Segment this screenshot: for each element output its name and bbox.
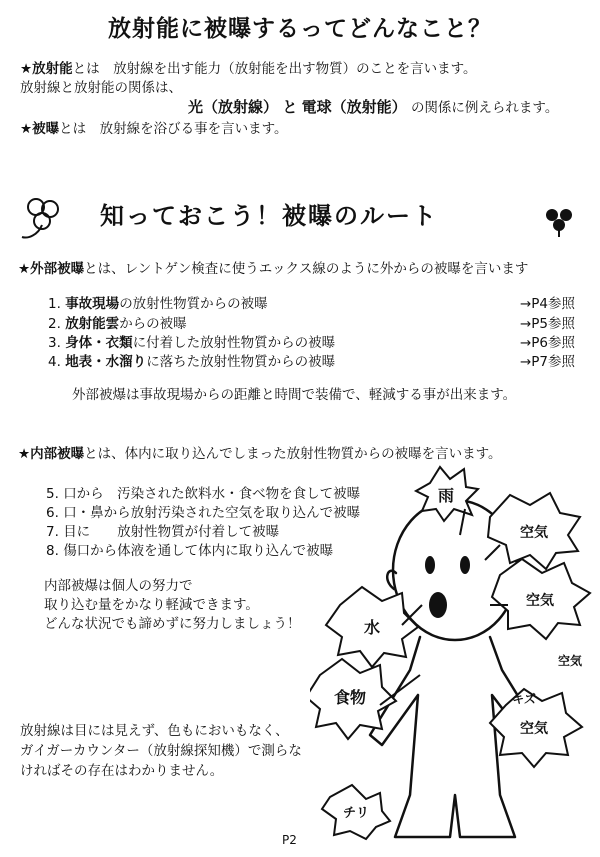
label-air-1: 空気 bbox=[520, 525, 548, 541]
clover-right-icon bbox=[540, 205, 580, 240]
label-air-4: 空気 bbox=[557, 654, 583, 668]
internal-exposure-definition bbox=[18, 445, 502, 463]
list-item: 1. 事故現場の放射性物質からの被曝 bbox=[48, 296, 268, 312]
analogy-rest: の関係に例えられます。 bbox=[410, 100, 559, 116]
page-ref: →P4参照 bbox=[519, 296, 575, 312]
exposure-definition bbox=[20, 120, 288, 138]
internal-note-line: どんな状況でも諦めずに努力しましょう！ bbox=[44, 616, 301, 632]
radioactivity-definition bbox=[20, 60, 477, 78]
list-item: 2. 放射能雲からの被曝 bbox=[48, 316, 187, 332]
internal-note-line: 内部被爆は個人の努力で bbox=[44, 578, 193, 594]
internal-text: とは、体内に取り込んでしまった放射性物質からの被曝を言います。 bbox=[84, 446, 502, 462]
page-number: P2 bbox=[282, 833, 297, 847]
analogy-light: 光（放射線） bbox=[188, 98, 279, 116]
label-water: 水 bbox=[363, 618, 381, 637]
footer-line: 放射線は目には見えず、色もにおいもなく、 bbox=[20, 723, 289, 739]
footer-line: ガイガーカウンター（放射線探知機）で測らな bbox=[20, 743, 302, 759]
footer-line: ければその存在はわかりません。 bbox=[20, 763, 224, 779]
list-item: 6. 口・鼻から放射汚染された空気を取り込んで被曝 bbox=[46, 505, 361, 521]
list-item: 8. 傷口から体液を通して体内に取り込んで被曝 bbox=[46, 543, 334, 559]
radioactivity-text: とは 放射線を出す能力（放射能を出す物質）のことを言います。 bbox=[72, 61, 477, 77]
page-ref: →P7参照 bbox=[519, 354, 575, 370]
list-item: 4. 地表・水溜りに落ちた放射性物質からの被曝 bbox=[48, 354, 336, 370]
exposure-text: とは 放射線を浴びる事を言います。 bbox=[59, 121, 288, 137]
clover-left-icon bbox=[18, 195, 68, 243]
internal-term: ★内部被曝 bbox=[18, 446, 85, 462]
exposure-term: ★被曝 bbox=[20, 121, 60, 137]
list-item: 5. 口から 汚染された飲料水・食べ物を食して被曝 bbox=[46, 486, 361, 502]
label-air-3: 空気 bbox=[520, 721, 548, 737]
list-item: 3. 身体・衣類に付着した放射性物質からの被曝 bbox=[48, 335, 336, 351]
label-wound: キズ bbox=[512, 692, 536, 706]
external-text: とは、レントゲン検査に使うエックス線のように外からの被曝を言います bbox=[84, 261, 529, 277]
page-ref: →P5参照 bbox=[519, 316, 575, 332]
label-dust: チリ bbox=[342, 806, 370, 821]
label-rain: 雨 bbox=[437, 486, 455, 505]
external-term: ★外部被曝 bbox=[18, 261, 85, 277]
list-item: 7. 目に 放射性物質が付着して被曝 bbox=[46, 524, 280, 540]
external-note: 外部被爆は事故現場からの距離と時間で装備で、軽減する事が出来ます。 bbox=[72, 387, 517, 403]
radioactivity-term: ★放射能 bbox=[20, 61, 73, 77]
analogy-bulb: 電球（放射能） bbox=[301, 98, 407, 116]
body-illustration bbox=[310, 465, 595, 850]
analogy-line bbox=[188, 98, 558, 117]
page-ref: →P6参照 bbox=[519, 335, 575, 351]
label-food: 食物 bbox=[333, 688, 367, 707]
label-air-2: 空気 bbox=[526, 593, 554, 609]
analogy-and: と bbox=[282, 98, 298, 116]
relation-line: 放射線と放射能の関係は、 bbox=[20, 80, 182, 96]
page-title: 放射能に被曝するってどんなこと？ bbox=[108, 16, 492, 42]
section-title: 知っておこう！被曝のルート bbox=[100, 202, 438, 230]
external-exposure-definition bbox=[18, 260, 528, 278]
internal-note-line: 取り込む量をかなり軽減できます。 bbox=[44, 597, 259, 613]
